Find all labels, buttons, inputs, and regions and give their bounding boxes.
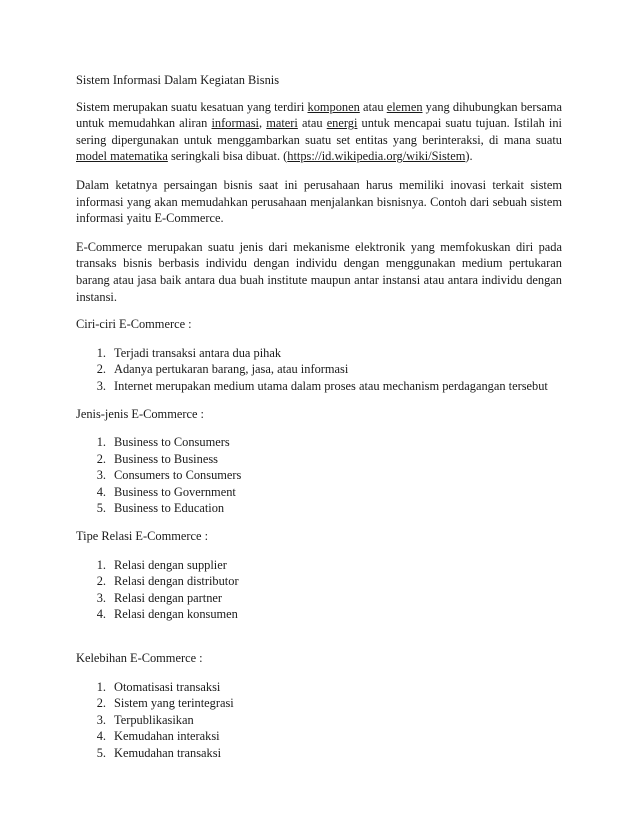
list-item <box>76 361 562 378</box>
heading-ciri-ciri: Ciri-ciri E-Commerce : <box>76 317 192 332</box>
list-ciri-ciri <box>76 345 562 395</box>
list-item <box>76 590 562 607</box>
list-number: 1. <box>96 679 106 694</box>
text-run: seringkali bisa dibuat. ( <box>167 149 288 164</box>
text-run: atau <box>359 99 387 114</box>
link-elemen[interactable]: elemen <box>386 99 423 114</box>
list-number: 2. <box>96 362 106 377</box>
list-number: 3. <box>96 590 106 605</box>
link-informasi[interactable]: informasi <box>211 116 259 131</box>
list-item-text: Terpublikasikan <box>114 712 194 727</box>
list-number: 5. <box>96 746 106 760</box>
heading-kelebihan: Kelebihan E-Commerce : <box>76 651 203 666</box>
list-item-text: Business to Consumers <box>114 435 230 450</box>
list-item-text: Kemudahan interaksi <box>114 729 220 744</box>
link-materi[interactable]: materi <box>266 116 298 131</box>
paragraph-persaingan-bisnis: Dalam ketatnya persaingan bisnis saat ini perusahaan harus memiliki inovasi terkait sistem informasi yang akan memudahkan perusahaan menjalankan bisnisnya. Contoh dari sebuah sistem informasi yaitu E-Commerce. <box>76 177 562 226</box>
text-run: , <box>258 116 267 131</box>
list-item-text: Business to Government <box>114 484 236 499</box>
blank-line <box>76 634 562 650</box>
text-run: atau <box>297 116 327 131</box>
list-item-text: Consumers to Consumers <box>114 468 242 483</box>
link-energi[interactable]: energi <box>326 116 358 131</box>
list-number: 4. <box>96 607 106 622</box>
list-number: 3. <box>96 468 106 483</box>
paragraph-sistem-definition <box>76 99 562 165</box>
text-run: Sistem merupakan suatu kesatuan yang terdiri <box>76 99 308 114</box>
paragraph-ecommerce-definition: E-Commerce merupakan suatu jenis dari mekanisme elektronik yang memfokuskan diri pada transaks bisnis berbasis individu dengan individu dengan menggunakan medium pertukaran barang atau jasa baik antara dua buah institute maupun antar instansi atau antara individu dengan instansi. <box>76 239 562 304</box>
text-run: ). <box>465 149 473 164</box>
list-number: 2. <box>96 696 106 711</box>
heading-tipe-relasi: Tipe Relasi E-Commerce : <box>76 529 209 544</box>
list-item-text: Business to Education <box>114 501 225 516</box>
list-item-text: Relasi dengan distributor <box>114 574 239 589</box>
text-run: yang dihubungkan bersama untuk memudahkan aliran <box>76 99 563 131</box>
list-item <box>76 573 562 590</box>
document-page <box>76 72 562 773</box>
list-number: 1. <box>96 345 106 360</box>
list-jenis-jenis <box>76 434 562 517</box>
list-item <box>76 484 562 501</box>
heading-jenis-jenis: Jenis-jenis E-Commerce : <box>76 406 205 421</box>
list-item <box>76 557 562 574</box>
link-model-matematika[interactable]: model matematika <box>76 149 168 164</box>
list-item <box>76 728 562 745</box>
list-item <box>76 745 562 762</box>
list-item <box>76 712 562 729</box>
list-item-text: Kemudahan transaksi <box>114 746 222 760</box>
list-number: 1. <box>96 435 106 450</box>
list-item-text: Adanya pertukaran barang, jasa, atau informasi <box>114 362 349 377</box>
list-item-text: Sistem yang terintegrasi <box>114 696 234 711</box>
list-item <box>76 467 562 484</box>
list-number: 4. <box>96 484 106 499</box>
list-item <box>76 679 562 696</box>
list-item <box>76 378 562 395</box>
list-kelebihan <box>76 679 562 762</box>
list-number: 2. <box>96 574 106 589</box>
list-item-text: Relasi dengan partner <box>114 590 223 605</box>
list-number: 3. <box>96 378 106 393</box>
list-item-text: Otomatisasi transaksi <box>114 679 221 694</box>
list-item <box>76 345 562 362</box>
list-item <box>76 606 562 623</box>
list-item <box>76 695 562 712</box>
link-komponen[interactable]: komponen <box>307 99 360 114</box>
list-number: 1. <box>96 557 106 572</box>
list-item-text: Internet merupakan medium utama dalam proses atau mechanism perdagangan tersebut <box>114 378 548 393</box>
list-number: 2. <box>96 451 106 466</box>
list-number: 4. <box>96 729 106 744</box>
text-run: untuk mencapai suatu tujuan. Istilah ini sering dipergunakan untuk menggambarkan suatu set entitas yang berinteraksi, di mana suatu <box>76 116 562 147</box>
list-tipe-relasi <box>76 557 562 623</box>
list-item-text: Business to Business <box>114 451 218 466</box>
list-number: 5. <box>96 501 106 516</box>
list-item <box>76 434 562 451</box>
list-number: 3. <box>96 712 106 727</box>
list-item-text: Relasi dengan supplier <box>114 557 227 572</box>
document-title: Sistem Informasi Dalam Kegiatan Bisnis <box>76 73 280 87</box>
list-item <box>76 451 562 468</box>
list-item-text: Terjadi transaksi antara dua pihak <box>114 345 282 360</box>
list-item-text: Relasi dengan konsumen <box>114 607 238 622</box>
list-item <box>76 500 562 517</box>
link-wikipedia-source[interactable]: https://id.wikipedia.org/wiki/Sistem <box>287 149 466 164</box>
